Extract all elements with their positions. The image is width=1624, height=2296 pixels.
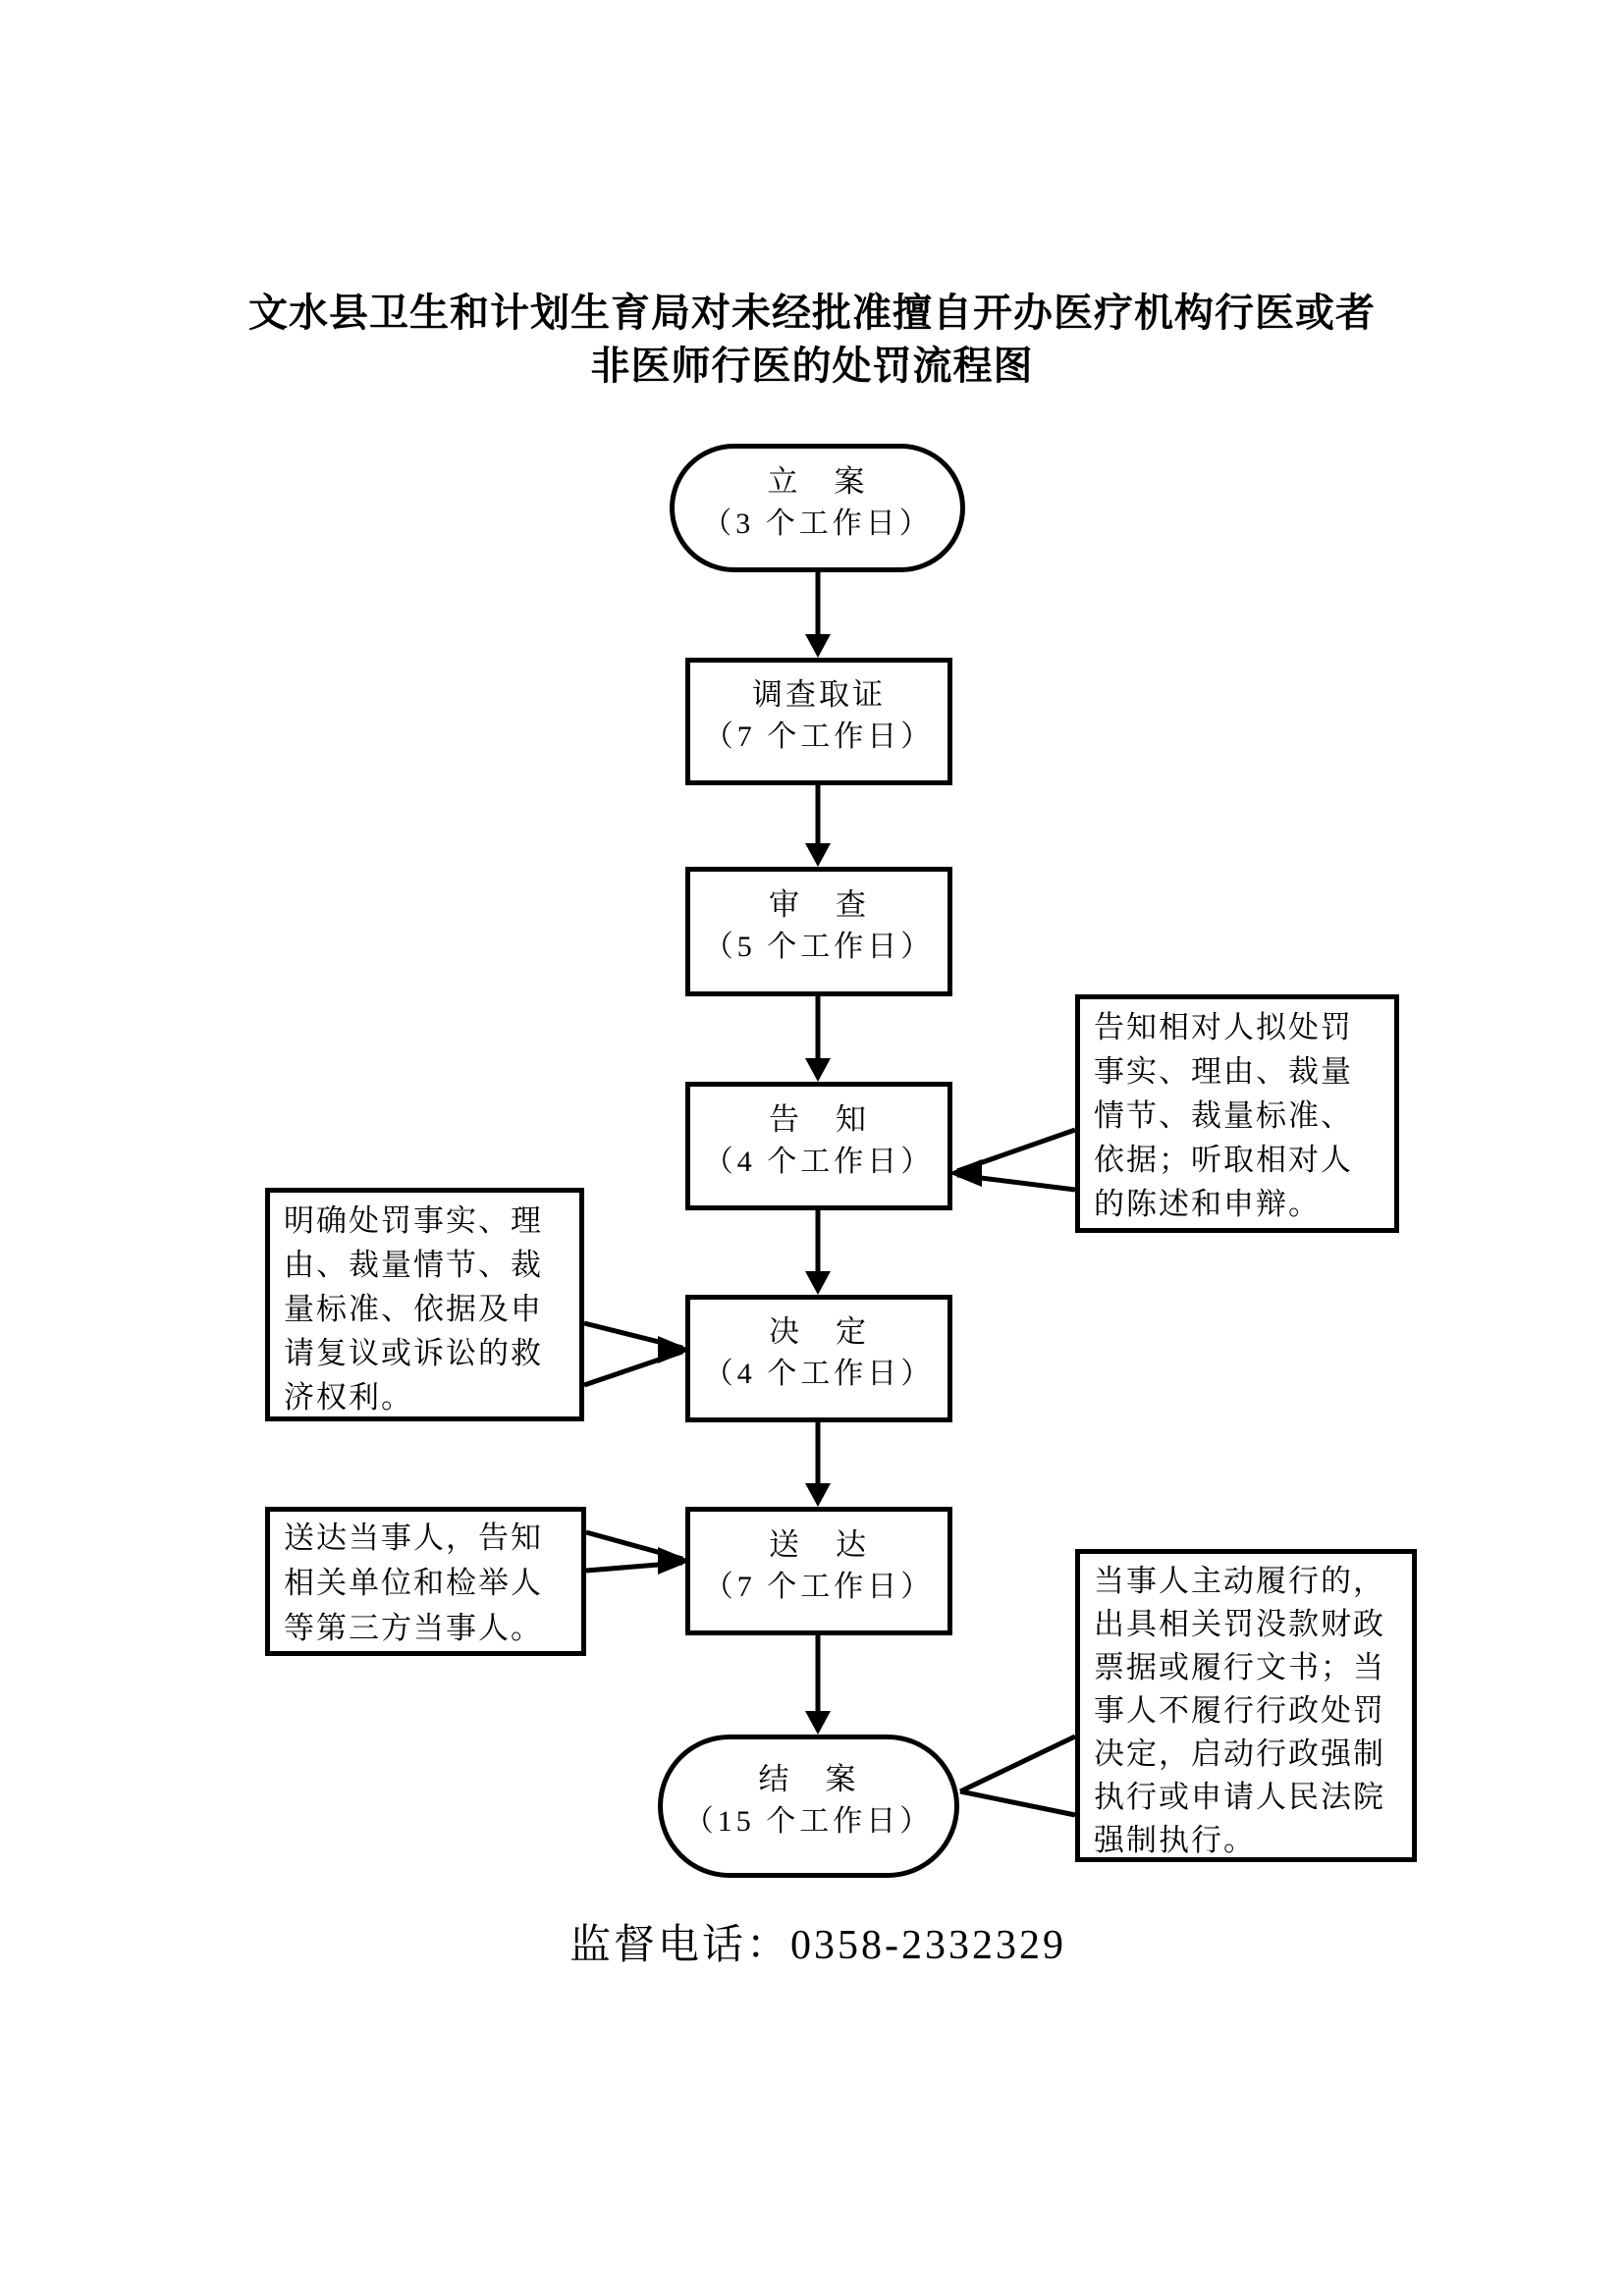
- callout-decision-note: [265, 1188, 584, 1421]
- callout-text-line: 执行或申请人民法院: [1094, 1780, 1385, 1814]
- node-duration: （5 个工作日）: [703, 931, 935, 963]
- callout-text-line: 告知相对人拟处罚: [1094, 1010, 1353, 1044]
- arrow-filing-to-investigation: [805, 572, 831, 658]
- callout-text-line: 量标准、依据及申: [284, 1292, 543, 1326]
- callout-text-line: 事人不履行行政处罚: [1094, 1693, 1385, 1728]
- callout-text-line: 决定，启动行政强制: [1094, 1736, 1385, 1771]
- node-label: 调查取证: [752, 677, 886, 712]
- node-label: 决 定: [769, 1314, 869, 1349]
- callout-pointer-delivery: [586, 1532, 691, 1575]
- node-duration: （3 个工作日）: [702, 507, 933, 540]
- flow-node-review: [685, 867, 952, 996]
- node-label: 立 案: [767, 463, 868, 499]
- callout-text-line: 相关单位和检举人: [284, 1566, 543, 1600]
- callout-text-line: 票据或履行文书；当: [1094, 1650, 1385, 1684]
- flow-node-notification: [685, 1082, 952, 1210]
- callout-text-line: 情节、裁量标准、: [1094, 1098, 1353, 1133]
- callout-text-line: 强制执行。: [1094, 1823, 1256, 1857]
- callout-text-line: 出具相关罚没款财政: [1094, 1607, 1385, 1641]
- callout-text-line: 请复议或诉讼的救: [284, 1336, 543, 1370]
- callout-text-line: 当事人主动履行的，: [1094, 1564, 1385, 1598]
- supervision-hotline: 监督电话：0358-2332329: [569, 1923, 1066, 1968]
- callout-pointer-closing: [960, 1736, 1075, 1815]
- callout-text-line: 的陈述和申辩。: [1094, 1187, 1321, 1221]
- node-label: 告 知: [769, 1101, 869, 1137]
- flow-node-delivery: [685, 1507, 952, 1635]
- flow-node-decision: [685, 1295, 952, 1422]
- page-title-line2: 非医师行医的处罚流程图: [590, 344, 1034, 388]
- arrow-notification-to-decision: [805, 1210, 831, 1295]
- node-label: 结 案: [758, 1762, 859, 1796]
- callout-pointer-notification: [948, 1130, 1075, 1190]
- node-duration: （4 个工作日）: [703, 1358, 935, 1390]
- arrow-decision-to-delivery: [805, 1422, 831, 1507]
- callout-text-line: 依据；听取相对人: [1094, 1143, 1353, 1177]
- flow-node-filing: [670, 444, 965, 572]
- flow-node-investigation: [685, 658, 952, 785]
- node-duration: （4 个工作日）: [703, 1145, 935, 1178]
- arrow-investigation-to-review: [805, 785, 831, 867]
- node-duration: （7 个工作日）: [703, 721, 935, 753]
- callout-text-line: 明确处罚事实、理: [284, 1203, 543, 1238]
- callout-delivery-note: [265, 1507, 586, 1656]
- node-label: 送 达: [769, 1526, 869, 1562]
- callout-notification-note: [1075, 994, 1399, 1233]
- page-title-line1: 文水县卫生和计划生育局对未经批准擅自开办医疗机构行医或者: [248, 291, 1376, 335]
- arrow-delivery-to-closing: [805, 1635, 831, 1735]
- callout-text-line: 事实、理由、裁量: [1094, 1054, 1353, 1089]
- callout-text-line: 等第三方当事人。: [284, 1611, 543, 1645]
- node-label: 审 查: [769, 887, 869, 922]
- node-duration: （7 个工作日）: [703, 1570, 935, 1603]
- callout-closing-note: [1075, 1549, 1417, 1862]
- callout-text-line: 送达当事人，告知: [284, 1521, 543, 1555]
- flow-node-case-closing: [658, 1735, 959, 1878]
- callout-text-line: 由、裁量情节、裁: [284, 1248, 543, 1282]
- arrow-review-to-notification: [805, 996, 831, 1082]
- callout-text-line: 济权利。: [284, 1380, 413, 1415]
- callout-pointer-decision: [584, 1323, 691, 1385]
- node-duration: （15 个工作日）: [683, 1805, 934, 1838]
